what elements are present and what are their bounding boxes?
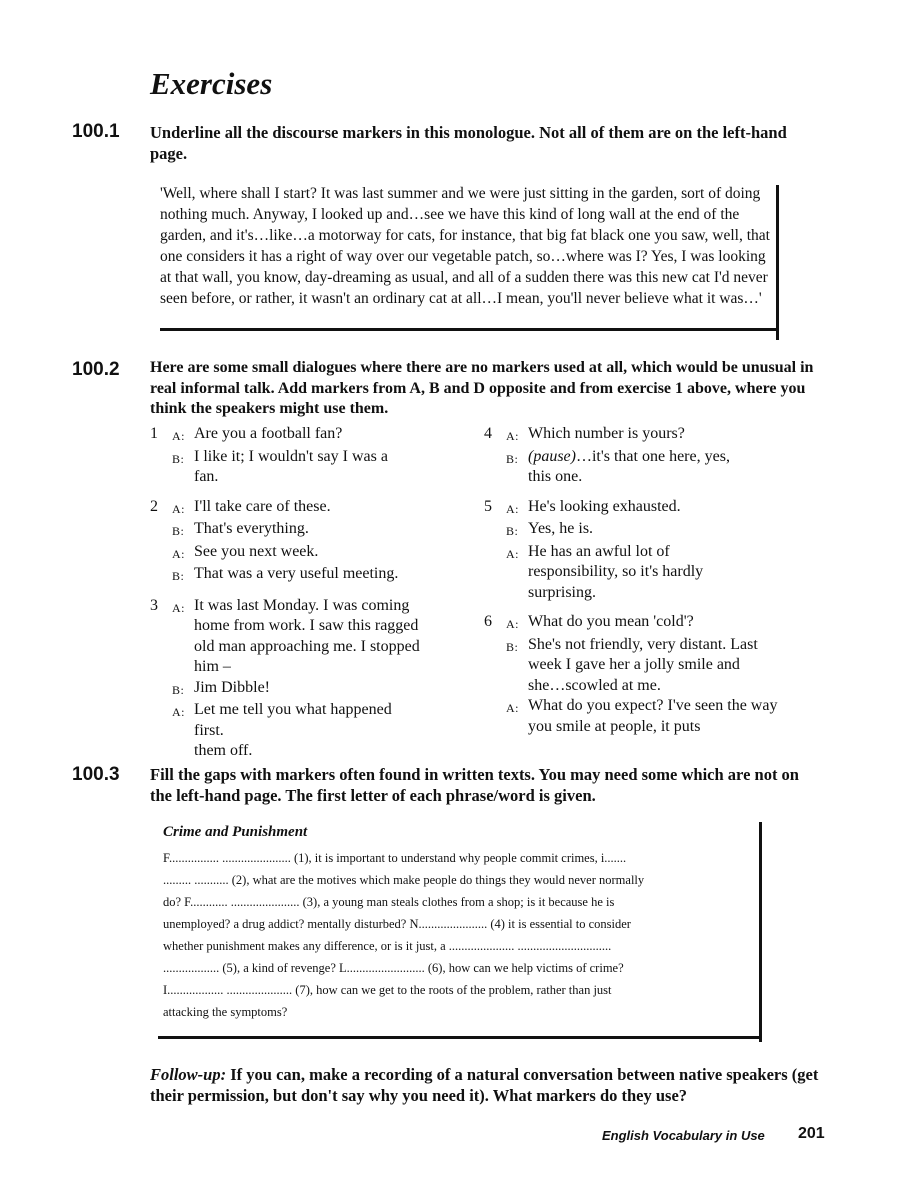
dialogue-2	[150, 497, 450, 587]
passage-line: unemployed? a drug addict? mentally disturbed? N...................... (4) it is essential to consider	[163, 917, 631, 931]
speaker-label: B:	[172, 569, 185, 583]
speaker-label: A:	[172, 600, 185, 615]
passage-heading: Crime and Punishment	[163, 824, 308, 840]
exercise-2-instruction	[150, 358, 820, 420]
speaker-label: A:	[172, 501, 185, 516]
passage-line: .................. (5), a kind of revenge? L......................... (6), how can we help victims of crime?	[163, 961, 624, 975]
follow-up-text: If you can, make a recording of a natural conversation between native speakers (get their permission, but don't say why you need it). What markers do they use?	[150, 1065, 819, 1105]
pause-direction: (pause)	[528, 447, 576, 465]
passage-line: whether punishment makes any difference, or is it just, a ..................... ..............................	[163, 939, 612, 953]
dialogue-line: Let me tell you what happened first.	[194, 701, 392, 739]
gap-fill-passage	[163, 847, 758, 1023]
passage-line: do? F............ ...................... (3), a young man steals clothes from a shop; is it because he is	[163, 895, 615, 909]
exercise-2-instruction-text: Here are some small dialogues where there are no markers used at all, which would be unusual in real informal talk. Add markers from A, B and D opposite and from exercise 1 above, where you think the speakers might use them.	[150, 359, 814, 417]
dialogue-4	[484, 424, 784, 488]
dialogue-line: What do you mean 'cold'?	[528, 613, 694, 630]
dialogue-line: It was last Monday. I was coming home from work. I saw this ragged old man approaching me. I stopped him –	[194, 596, 420, 675]
passage-line: I.................. ..................... (7), how can we get to the roots of the problem, rather than just	[163, 983, 612, 997]
page-title: Exercises	[150, 66, 273, 101]
speaker-label: A:	[506, 617, 519, 631]
speaker-label: A:	[506, 701, 519, 715]
monologue-box-bottom-border	[160, 328, 778, 331]
dialogue-5	[484, 497, 784, 604]
speaker-label: A:	[172, 705, 185, 719]
speaker-label: A:	[506, 501, 519, 516]
dialogue-column-right	[484, 424, 784, 737]
dialogue-number: 1	[150, 425, 158, 442]
dialogue-line: She's not friendly, very distant. Last week I gave her a jolly smile and she…scowled at me.	[528, 635, 758, 694]
follow-up-label: Follow-up:	[150, 1065, 227, 1084]
dialogue-line: He has an awful lot of responsibility, so it's hardly surprising.	[528, 542, 704, 601]
monologue-text: 'Well, where shall I start? It was last summer and we were just sitting in the garden, sort of doing nothing much. Anyway, I looked up and…see we have this kind of long wall at the end of the garden, and it's…like…a motorway for cats, for instance, that big fat black one you saw, well, that one considers it has a right of way over our vegetable patch, so…where was I? Yes, I was looking at that wall, you know, day-dreaming as usual, and all of a sudden there was this new cat I'd never seen before, or rather, it wasn't an ordinary cat at all…I mean, you'll never believe what it was…'	[160, 185, 770, 307]
dialogue-line: See you next week.	[194, 542, 319, 560]
book-title: English Vocabulary in Use	[602, 1128, 765, 1143]
passage-box-bottom-border	[158, 1036, 761, 1039]
passage-line: F................ ...................... (1), it is important to understand why people commit crimes, i.......	[163, 851, 627, 865]
monologue-box-right-border	[776, 185, 779, 340]
exercise-number-1: 100.1	[72, 121, 120, 142]
dialogue-line: I'll take care of these.	[194, 497, 331, 515]
passage-line: attacking the symptoms?	[163, 1005, 288, 1019]
dialogue-1	[150, 424, 450, 488]
dialogue-6	[484, 612, 784, 737]
speaker-label: B:	[506, 451, 519, 466]
dialogue-line: What do you expect? I've seen the way you smile at people, it puts	[528, 697, 778, 735]
dialogue-line: …it's that one here, yes, this one.	[528, 447, 730, 485]
dialogue-3	[150, 596, 450, 742]
dialogue-continuation: them off.	[194, 742, 253, 759]
dialogue-number: 5	[484, 497, 492, 515]
follow-up	[150, 1064, 820, 1106]
dialogue-column-left	[150, 424, 450, 762]
dialogue-number: 3	[150, 596, 158, 614]
speaker-label: A:	[506, 429, 519, 443]
dialogue-line: Which number is yours?	[528, 425, 685, 442]
dialogue-number: 6	[484, 613, 492, 630]
speaker-label: A:	[172, 546, 185, 561]
speaker-label: B:	[172, 451, 185, 466]
page-number: 201	[798, 1125, 825, 1142]
passage-box-right-border	[759, 822, 762, 1042]
speaker-label: B:	[172, 682, 185, 697]
dialogue-number: 2	[150, 497, 158, 515]
dialogue-line: I like it; I wouldn't say I was a fan.	[194, 447, 388, 485]
dialogue-line: That was a very useful meeting.	[194, 565, 399, 582]
speaker-label: B:	[506, 639, 519, 654]
speaker-label: B:	[506, 524, 519, 538]
exercise-number-2: 100.2	[72, 359, 120, 380]
dialogue-number: 4	[484, 425, 492, 442]
dialogue-line: Yes, he is.	[528, 520, 594, 537]
dialogue-line: Are you a football fan?	[194, 425, 343, 442]
speaker-label: B:	[172, 524, 185, 538]
passage-line: ......... ........... (2), what are the motives which make people do things they would never normally	[163, 873, 645, 887]
dialogue-line: Jim Dibble!	[194, 678, 270, 696]
exercise-1-instruction: Underline all the discourse markers in this monologue. Not all of them are on the left-hand page.	[150, 123, 787, 163]
dialogue-line: He's looking exhausted.	[528, 497, 681, 515]
exercise-number-3: 100.3	[72, 764, 120, 785]
exercise-3-instruction: Fill the gaps with markers often found in written texts. You may need some which are not on the left-hand page. The first letter of each phrase/word is given.	[150, 765, 799, 805]
dialogue-line: That's everything.	[194, 520, 309, 537]
speaker-label: A:	[172, 429, 185, 443]
speaker-label: A:	[506, 546, 519, 561]
